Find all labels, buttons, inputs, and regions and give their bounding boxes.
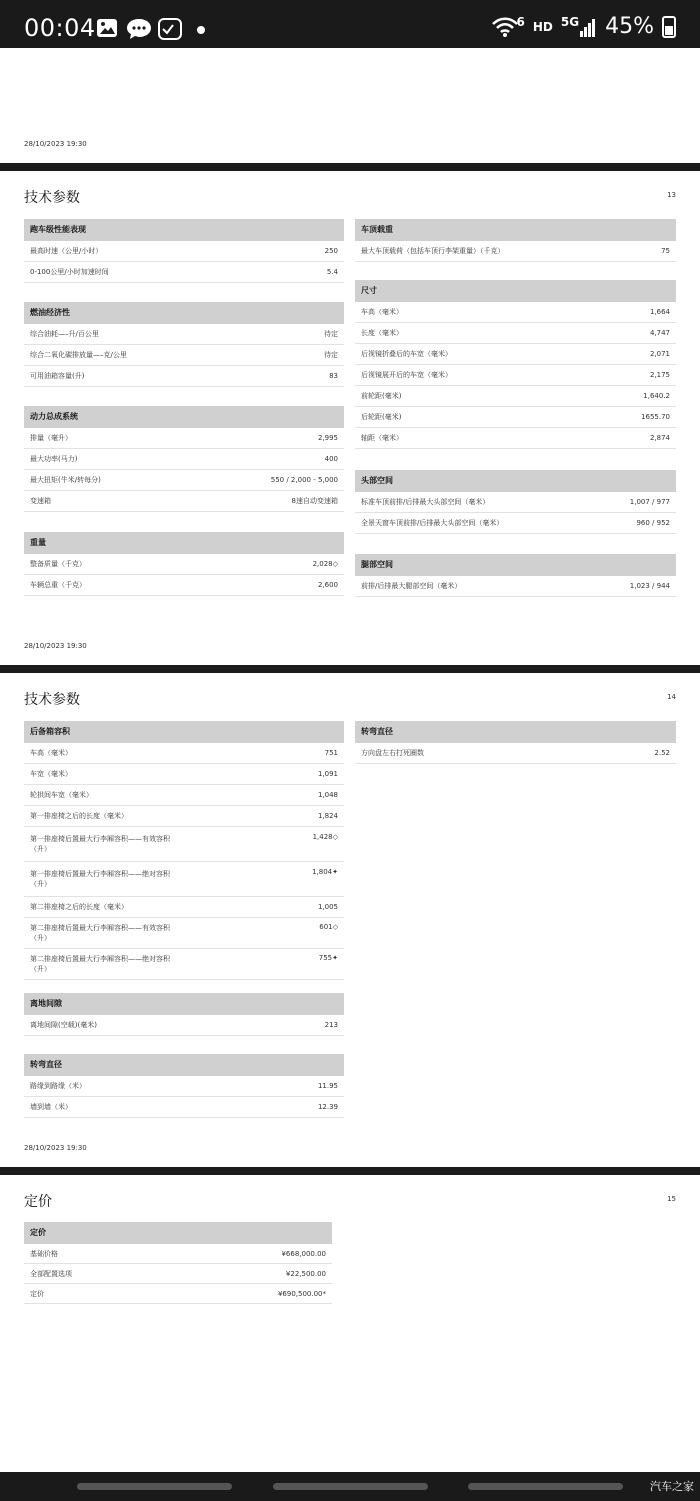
page-14 [0,673,700,1167]
section-header: 重量 [24,532,344,554]
spec-label: 第一排座椅后置最大行李厢容积——绝对容积（升） [30,870,170,888]
network-superscript: 6 [516,14,525,29]
spec-row [24,345,344,366]
spec-value: 601◇ [319,923,338,931]
spec-value: 1,428◇ [312,833,338,841]
section-header: 离地间隙 [24,993,344,1015]
spec-section [355,219,676,262]
section-header: 定价 [24,1222,332,1244]
spec-section [24,302,344,387]
spec-label: 第二排座椅之后的长度（毫米） [30,903,128,911]
nav-back[interactable] [468,1483,623,1490]
spec-section [24,1054,344,1118]
spec-label: 第一排座椅后置最大行李厢容积——有效容积（升） [30,835,170,853]
price-value: ¥668,000.00 [281,1249,326,1258]
spec-value: 1,023 / 944 [629,582,670,590]
spec-label: 最大功率(马力) [30,455,78,463]
spec-value: 1,824 [317,812,338,820]
spec-row [355,241,676,262]
spec-label: 车高（毫米） [361,308,403,316]
spec-value: 550 / 2,000 - 5,000 [270,476,338,484]
spec-value: 1,048 [317,791,338,799]
signal-label: 5G [560,14,580,29]
spec-row [24,428,344,449]
spec-label: 0-100公里/小时加速时间 [30,268,109,276]
spec-section [24,219,344,283]
spec-row [24,554,344,575]
spec-row [24,764,344,785]
status-time: 00:04 [24,14,96,42]
spec-label: 标准车顶前排/后排最大头部空间（毫米） [361,498,490,506]
spec-value: 1,091 [317,770,338,778]
spec-row [24,241,344,262]
spec-label: 第一排座椅之后的长度（毫米） [30,812,128,820]
spec-value: 1,664 [649,308,670,316]
battery-icon [662,16,676,38]
spec-label: 变速箱 [30,497,51,505]
spec-row [355,513,676,534]
spec-label: 后视镜折叠后的车宽（毫米） [361,350,452,358]
spec-value: 2.52 [654,749,670,757]
page-date: 28/10/2023 19:30 [24,1144,87,1152]
hd-label: HD [532,19,553,34]
spec-label: 离地间隙(空载)(毫米) [30,1021,97,1029]
spec-label: 墙到墙（米） [30,1103,72,1111]
spec-row [24,1076,344,1097]
spec-label: 长度（毫米） [361,329,403,337]
spec-label: 车宽（毫米） [30,770,72,778]
spec-row [24,897,344,918]
bottom-nav-bar [0,1472,700,1501]
spec-value: 2,028◇ [312,560,338,568]
spec-row [24,949,344,980]
spec-section [355,280,676,449]
page-title: 技术参数 [24,692,80,708]
spec-row [355,386,676,407]
spec-value: 2,071 [649,350,670,358]
section-header: 后备箱容积 [24,721,344,743]
spec-row [355,407,676,428]
spec-value: 1655.70 [641,413,670,421]
spec-label: 全景天窗车顶前排/后排最大头部空间（毫米） [361,519,504,527]
price-row [24,1244,332,1264]
spec-value: 751 [324,749,338,757]
spec-row [24,1097,344,1118]
page-title: 技术参数 [24,190,80,206]
page-date: 28/10/2023 19:30 [24,140,87,148]
spec-label: 后轮距(毫米) [361,413,402,421]
spec-label: 可用油箱容量(升) [30,372,85,380]
spec-section [24,406,344,512]
spec-label: 方向盘左右打死圈数 [361,749,424,757]
spec-label: 前轮距(毫米) [361,392,402,400]
spec-label: 排量（毫升） [30,434,72,442]
spec-row [24,785,344,806]
spec-row [355,365,676,386]
price-value: ¥690,500.00* [277,1289,326,1298]
spec-value: 1,804✦ [312,868,338,876]
spec-label: 车辆总重（千克） [30,581,86,589]
spec-value: 75 [661,247,670,255]
spec-row [24,575,344,596]
page-divider [0,163,700,171]
page-15 [0,1175,700,1472]
wifi-icon [491,16,519,38]
spec-row [24,491,344,512]
spec-value: 1,007 / 977 [629,498,670,506]
spec-row [355,492,676,513]
page-number: 14 [667,693,676,701]
spec-value: 755✦ [318,954,338,962]
page-number: 13 [667,191,676,199]
watermark: 汽车之家 [650,1480,694,1493]
spec-value: 待定 [324,330,338,338]
spec-value: 4,747 [649,329,670,337]
spec-label: 前排/后排最大腿部空间（毫米） [361,582,462,590]
page-title: 定价 [24,1194,52,1210]
spec-row [24,862,344,897]
spec-label: 综合二氧化碳排放量—–克/公里 [30,351,127,359]
spec-row [355,743,676,764]
spec-value: 待定 [324,351,338,359]
spec-row [24,806,344,827]
section-header: 燃油经济性 [24,302,344,324]
spec-row [355,576,676,597]
spec-value: 1,005 [317,903,338,911]
page-13 [0,171,700,665]
spec-row [355,428,676,449]
spec-value: 2,600 [317,581,338,589]
spec-value: 2,995 [317,434,338,442]
section-header: 动力总成系统 [24,406,344,428]
section-header: 转弯直径 [24,1054,344,1076]
spec-row [24,918,344,949]
spec-section [24,721,344,980]
spec-value: 8速自动变速箱 [291,497,338,505]
spec-label: 轮拱间车宽（毫米） [30,791,93,799]
message-icon [126,18,152,40]
spec-value: 12.39 [317,1103,338,1111]
task-check-icon [158,18,182,40]
spec-label: 第二排座椅后置最大行李厢容积——有效容积（升） [30,924,170,942]
spec-value: 5.4 [326,268,338,276]
section-header: 尺寸 [355,280,676,302]
spec-section [24,532,344,596]
status-bar [0,0,700,48]
price-section [24,1222,332,1304]
spec-value: 400 [324,455,338,463]
spec-row [355,302,676,323]
page-date: 28/10/2023 19:30 [24,642,87,650]
spec-row [355,344,676,365]
spec-section [355,554,676,597]
spec-label: 后视镜展开后的车宽（毫米） [361,371,452,379]
price-row [24,1284,332,1304]
section-header: 腿部空间 [355,554,676,576]
spec-row [24,743,344,764]
spec-row [24,324,344,345]
spec-label: 第二排座椅后置最大行李厢容积——绝对容积（升） [30,955,170,973]
notification-dot-icon [197,26,205,34]
spec-label: 车高（毫米） [30,749,72,757]
page-divider [0,1167,700,1175]
spec-value: 1,640.2 [643,392,670,400]
spec-label: 最大车顶载荷（包括车顶行李架重量）（千克） [361,247,505,255]
spec-label: 路缘到路缘（米） [30,1082,86,1090]
spec-row [24,449,344,470]
page-divider [0,665,700,673]
price-value: ¥22,500.00 [285,1269,326,1278]
spec-label: 最大扭矩(牛米/转每分) [30,476,101,484]
gallery-icon [96,18,118,38]
spec-value: 2,175 [649,371,670,379]
spec-value: 960 / 952 [636,519,670,527]
spec-value: 213 [324,1021,338,1029]
spec-value: 83 [329,372,338,380]
spec-section [355,721,676,764]
spec-row [355,323,676,344]
section-header: 车顶载重 [355,219,676,241]
nav-home[interactable] [273,1483,428,1490]
spec-row [24,1015,344,1036]
nav-recent-apps[interactable] [77,1483,232,1490]
spec-label: 整备质量（千克） [30,560,86,568]
spec-row [24,262,344,283]
spec-section [24,993,344,1036]
battery-percent: 45% [605,14,654,39]
section-header: 转弯直径 [355,721,676,743]
spec-value: 2,874 [649,434,670,442]
price-label: 基础价格 [30,1249,58,1258]
price-label: 定价 [30,1289,44,1298]
section-header: 跑车级性能表现 [24,219,344,241]
spec-label: 综合油耗—–升/百公里 [30,330,99,338]
spec-row [24,470,344,491]
spec-label: 轴距（毫米） [361,434,403,442]
page-12-tail [0,48,700,163]
signal-icon [579,16,597,38]
price-label: 全部配置选项 [30,1269,72,1278]
page-number: 15 [667,1195,676,1203]
spec-label: 最高时速（公里/小时） [30,247,103,255]
price-row [24,1264,332,1284]
section-header: 头部空间 [355,470,676,492]
spec-row [24,366,344,387]
spec-row [24,827,344,862]
spec-value: 250 [324,247,338,255]
spec-value: 11.95 [317,1082,338,1090]
spec-section [355,470,676,534]
